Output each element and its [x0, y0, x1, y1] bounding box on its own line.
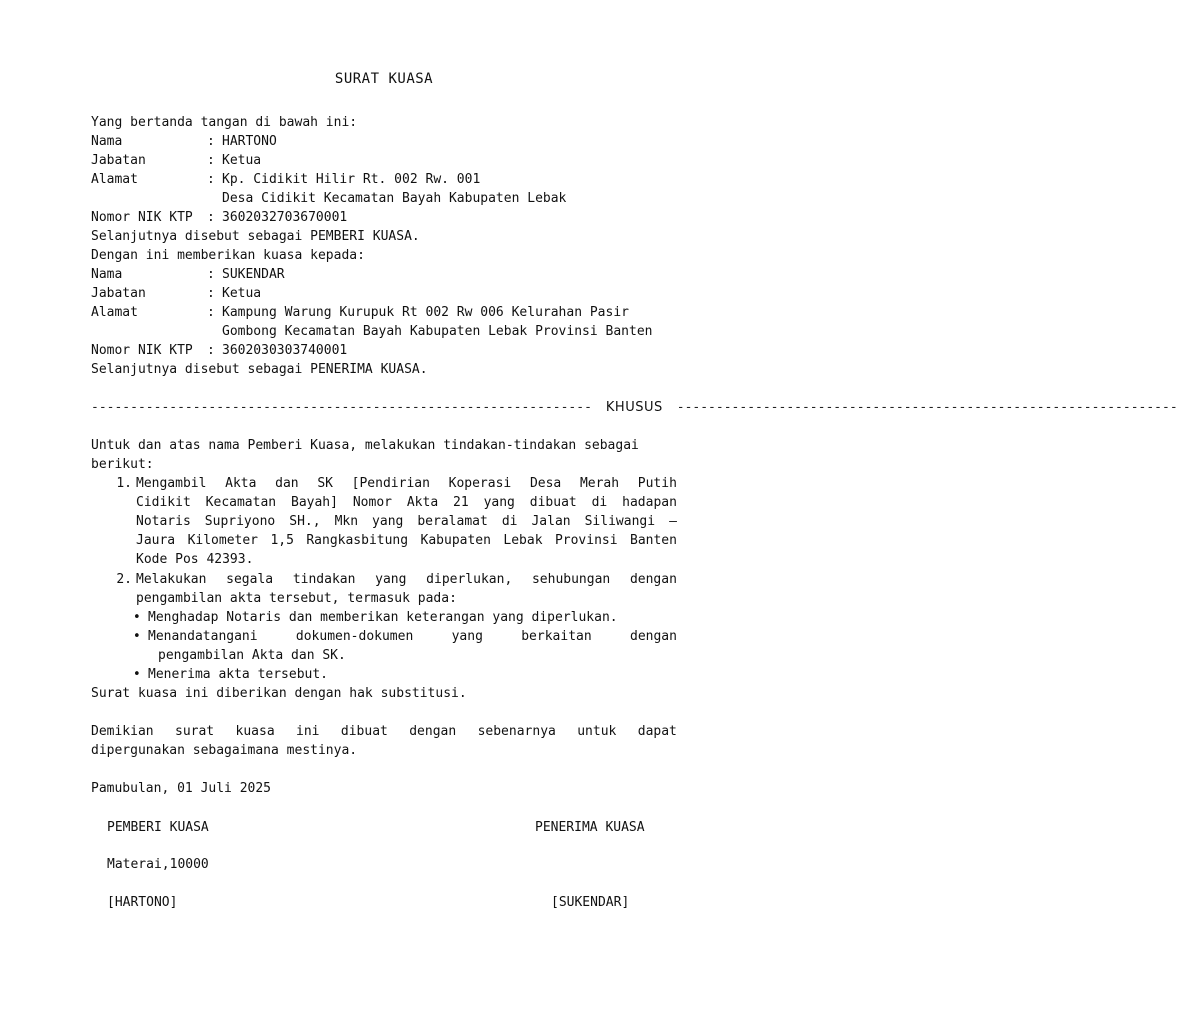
purpose-line2: berikut: [91, 457, 154, 472]
item-1-line: Cidikit Kecamatan Bayah] Nomor Akta 21 yang dibuat di hadapan [136, 495, 677, 510]
giver-referred: Selanjutnya disebut sebagai PEMBERI KUASA. [91, 229, 420, 244]
receiver-name-label: Nama [91, 267, 123, 282]
colon: : [207, 172, 215, 187]
place-date: Pamubulan, 01 Juli 2025 [91, 781, 272, 796]
colon: : [207, 153, 215, 168]
substitution-text: Surat kuasa ini diberikan dengan hak substitusi. [91, 686, 467, 701]
giver-position: Ketua [222, 153, 262, 168]
item-number: 2. [116, 572, 132, 587]
colon: : [207, 305, 215, 320]
receiver-position-label: Jabatan [91, 286, 146, 301]
colon: : [207, 343, 215, 358]
item-1-line: Mengambil Akta dan SK [Pendirian Koperasi Desa Merah Putih [136, 476, 677, 491]
receiver-address-line2: Gombong Kecamatan Bayah Kabupaten Lebak Provinsi Banten [222, 324, 653, 339]
giver-nik-label: Nomor NIK KTP [91, 210, 193, 225]
item-number: 1. [116, 476, 132, 491]
intro-text: Yang bertanda tangan di bawah ini: [91, 115, 358, 130]
colon: : [207, 210, 215, 225]
closing-line1: Demikian surat kuasa ini dibuat dengan sebenarnya untuk dapat [91, 724, 677, 739]
receiver-position: Ketua [222, 286, 262, 301]
item-1-line: Jaura Kilometer 1,5 Rangkasbitung Kabupaten Lebak Provinsi Banten [136, 533, 677, 548]
separator-dashes-left: ---------------------------------------------------------------- [91, 400, 592, 415]
giver-nik: 3602032703670001 [222, 210, 348, 225]
closing-line2: dipergunakan sebagaimana mestinya. [91, 743, 358, 758]
item-2-line: pengambilan akta tersebut, termasuk pada: [136, 591, 457, 606]
colon: : [207, 267, 215, 282]
giver-position-label: Jabatan [91, 153, 146, 168]
receiver-address-label: Alamat [91, 305, 138, 320]
purpose-line1: Untuk dan atas nama Pemberi Kuasa, melakukan tindakan-tindakan sebagai [91, 438, 639, 453]
bullet-text: Menerima akta tersebut. [148, 667, 329, 682]
bullet-marker: • [133, 667, 141, 682]
bullet-text: Menandatangani dokumen-dokumen yang berkaitan dengan [148, 629, 677, 644]
stamp-text: Materai,10000 [107, 857, 209, 872]
giver-address-line1: Kp. Cidikit Hilir Rt. 002 Rw. 001 [222, 172, 481, 187]
receiver-nik-label: Nomor NIK KTP [91, 343, 193, 358]
separator-dashes-right: ---------------------------------------------------------------- [676, 400, 1178, 415]
item-1-line: Kode Pos 42393. [136, 552, 254, 567]
item-2-line: Melakukan segala tindakan yang diperlukan, sehubungan dengan [136, 572, 677, 587]
bullet-marker: • [133, 629, 141, 644]
separator-label: KHUSUS [605, 400, 663, 415]
bullet-marker: • [133, 610, 141, 625]
receiver-address-line1: Kampung Warung Kurupuk Rt 002 Rw 006 Kelurahan Pasir [222, 305, 629, 320]
receiver-name: SUKENDAR [222, 267, 285, 282]
giver-signature-name: [HARTONO] [107, 895, 178, 910]
receiver-signature-label: PENERIMA KUASA [535, 820, 645, 835]
receiver-signature-name: [SUKENDAR] [551, 895, 630, 910]
document-title: SURAT KUASA [334, 71, 434, 87]
giver-name-label: Nama [91, 134, 123, 149]
giver-address-label: Alamat [91, 172, 138, 187]
colon: : [207, 286, 215, 301]
giver-signature-label: PEMBERI KUASA [107, 820, 209, 835]
giver-name: HARTONO [222, 134, 277, 149]
section-separator [91, 398, 1178, 417]
giver-address-line2: Desa Cidikit Kecamatan Bayah Kabupaten Lebak [222, 191, 567, 206]
bullet-text: Menghadap Notaris dan memberikan keterangan yang diperlukan. [148, 610, 618, 625]
grant-intro: Dengan ini memberikan kuasa kepada: [91, 248, 365, 263]
item-1-line: Notaris Supriyono SH., Mkn yang beralamat di Jalan Siliwangi – [136, 514, 677, 529]
colon: : [207, 134, 215, 149]
receiver-referred: Selanjutnya disebut sebagai PENERIMA KUASA. [91, 362, 428, 377]
receiver-nik: 3602030303740001 [222, 343, 348, 358]
bullet-text-continued: pengambilan Akta dan SK. [158, 648, 346, 663]
